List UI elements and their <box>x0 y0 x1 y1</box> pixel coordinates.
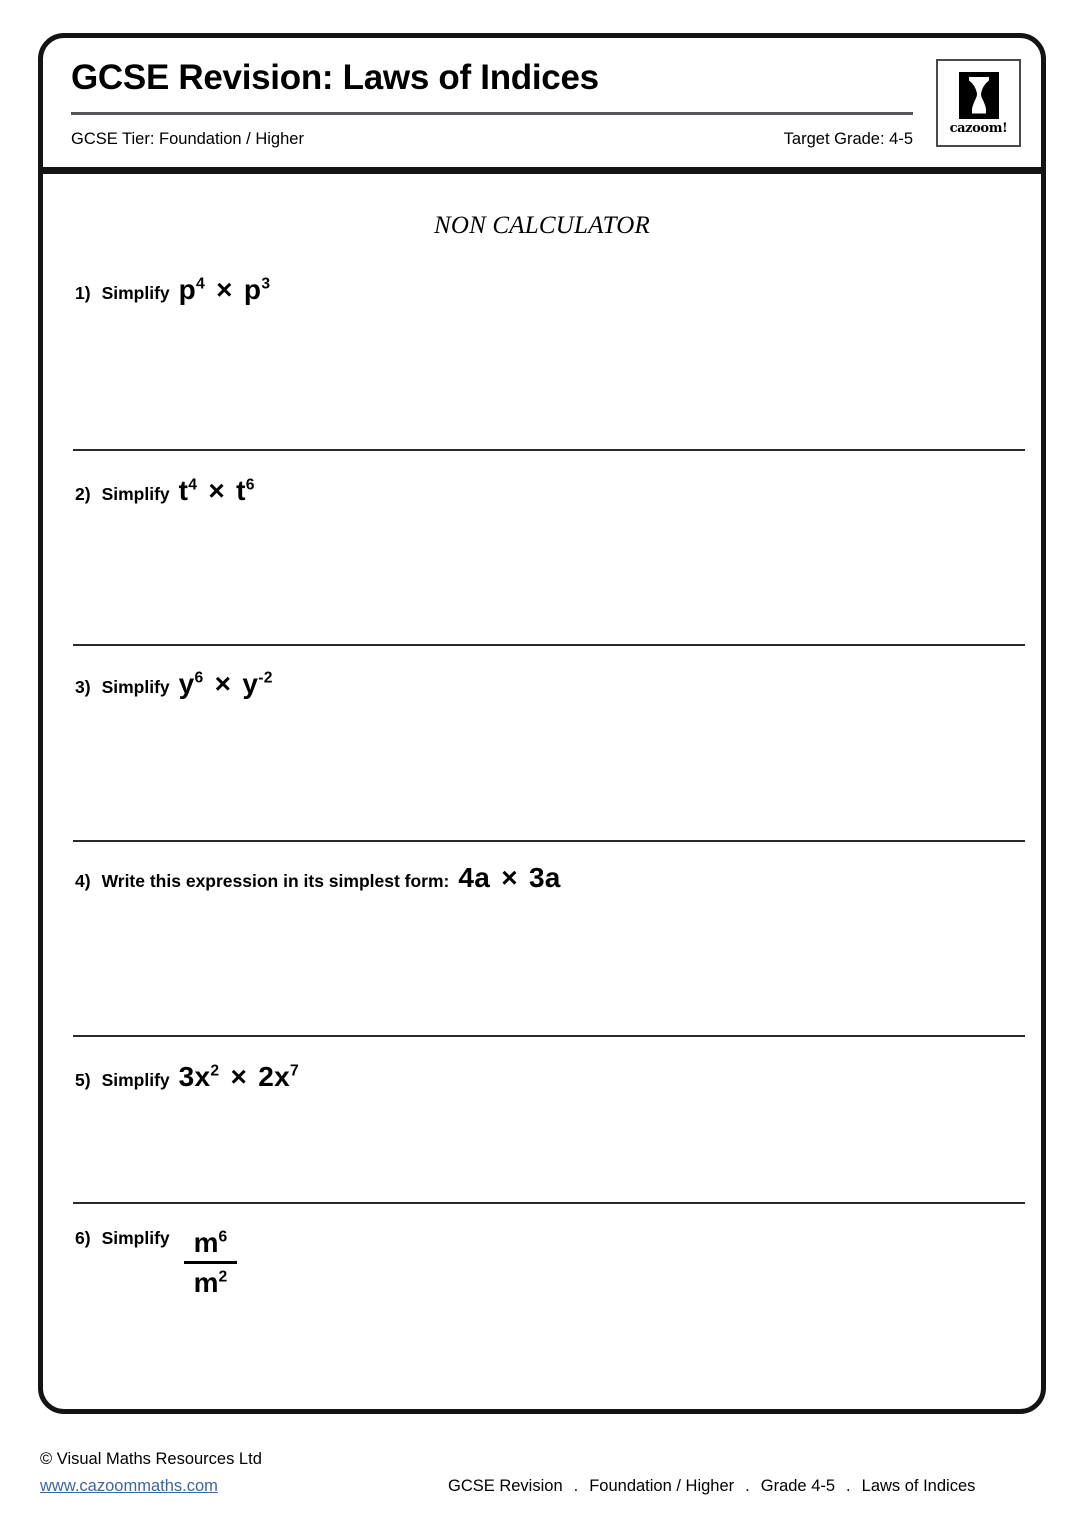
question-expression: $y^6 \times y^{-2}$ <box>178 668 273 699</box>
vase-shape-icon <box>966 76 992 115</box>
question-content <box>75 475 255 507</box>
question-row <box>43 644 1041 840</box>
breadcrumb-item: GCSE Revision <box>448 1477 563 1495</box>
question-number: 6) <box>75 1228 91 1248</box>
question-content <box>75 862 561 894</box>
question-label: Simplify <box>101 677 170 697</box>
question-row <box>43 449 1041 645</box>
question-separator <box>73 449 1025 451</box>
question-expression: 4a × 3a <box>458 862 561 893</box>
breadcrumb-item: Grade 4-5 <box>760 1477 836 1495</box>
copyright-text: © Visual Maths Resources Ltd <box>40 1450 262 1468</box>
question-content <box>75 1061 299 1093</box>
title-row <box>71 60 915 97</box>
question-fraction <box>184 1228 238 1298</box>
question-row <box>43 1202 1041 1398</box>
worksheet-header <box>43 38 1041 167</box>
question-row <box>43 840 1041 1036</box>
header-divider <box>43 167 1041 174</box>
question-label: Simplify <box>101 484 170 504</box>
cazoom-wordmark: cazoom! <box>949 121 1008 136</box>
subtitle-row <box>71 130 913 149</box>
breadcrumb-item: Laws of Indices <box>861 1477 976 1495</box>
website-link[interactable]: www.cazoommaths.com <box>40 1477 218 1495</box>
question-number: 4) <box>75 871 91 891</box>
question-separator <box>73 644 1025 646</box>
worksheet-sheet <box>38 33 1046 1414</box>
breadcrumb-separator: . <box>846 1477 851 1495</box>
breadcrumb-separator: . <box>573 1477 579 1495</box>
breadcrumb-separator: . <box>745 1477 750 1495</box>
question-content <box>75 1220 237 1299</box>
question-separator <box>73 1202 1025 1204</box>
cazoom-vase-icon <box>959 72 999 119</box>
breadcrumb-item: Foundation / Higher <box>589 1477 735 1495</box>
question-label: Write this expression in its simplest form: <box>101 871 450 891</box>
question-content <box>75 274 270 306</box>
question-expression: $t^4 \times t^6$ <box>178 475 255 506</box>
fraction-denominator: $m^2$ <box>193 1267 228 1299</box>
question-separator <box>73 1035 1025 1037</box>
question-number: 5) <box>75 1070 91 1090</box>
question-number: 1) <box>75 283 91 303</box>
question-number: 3) <box>75 677 91 697</box>
question-expression: $3x^2 \times 2x^7$ <box>178 1061 300 1092</box>
worksheet-body <box>43 174 1041 1409</box>
fraction-numerator: $m^6$ <box>193 1227 228 1258</box>
breadcrumb <box>448 1477 975 1496</box>
cazoom-logo <box>936 59 1021 147</box>
page-title: GCSE Revision: Laws of Indices <box>71 58 599 97</box>
question-label: Simplify <box>101 283 170 303</box>
non-calculator-note: NON CALCULATOR <box>433 212 651 239</box>
tier-label: GCSE Tier: Foundation / Higher <box>71 130 304 148</box>
question-content <box>75 668 273 700</box>
title-rule <box>71 112 913 115</box>
question-label: Simplify <box>101 1070 170 1090</box>
question-expression: $p^4 \times p^3$ <box>178 274 271 305</box>
question-number: 2) <box>75 484 91 504</box>
question-row <box>43 252 1041 448</box>
target-grade-label: Target Grade: 4-5 <box>783 130 913 148</box>
question-label: Simplify <box>101 1228 170 1248</box>
fraction-bar <box>184 1261 238 1264</box>
question-separator <box>73 840 1025 842</box>
